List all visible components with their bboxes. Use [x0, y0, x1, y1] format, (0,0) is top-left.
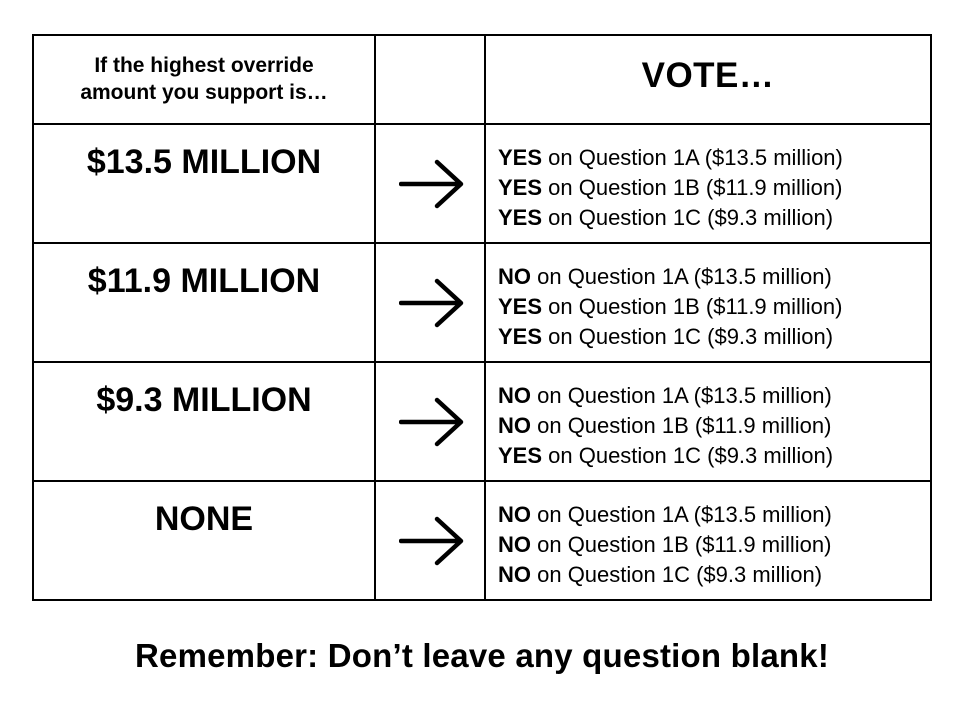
vote-question: on Question 1A ($13.5 million) — [531, 383, 832, 408]
header-amount-line-1: If the highest override — [94, 54, 314, 77]
arrow-cell — [375, 362, 485, 481]
arrow-right-icon — [399, 515, 465, 567]
vote-choice: NO — [498, 532, 531, 557]
vote-question: on Question 1B ($11.9 million) — [531, 413, 832, 438]
amount-cell — [33, 481, 375, 600]
vote-choice: YES — [498, 205, 543, 230]
vote-choice: YES — [498, 324, 543, 349]
header-vote-label: VOTE… — [641, 56, 775, 95]
header-amount-label — [34, 36, 374, 106]
vote-question: on Question 1A ($13.5 million) — [531, 502, 832, 527]
vote-choice: NO — [498, 413, 531, 438]
vote-line — [498, 322, 930, 352]
votes-list — [486, 363, 930, 471]
vote-question: on Question 1A ($13.5 million) — [542, 145, 843, 170]
header-amount-cell — [33, 35, 375, 124]
amount-label: $11.9 MILLION — [87, 262, 321, 300]
vote-choice: YES — [498, 175, 543, 200]
votes-list — [486, 125, 930, 233]
vote-choice: NO — [498, 562, 531, 587]
header-amount-line-2: amount you support is… — [80, 81, 328, 104]
amount-cell — [33, 362, 375, 481]
vote-choice: YES — [498, 145, 543, 170]
amount-label: NONE — [154, 500, 254, 538]
vote-line — [498, 500, 930, 530]
votes-list — [486, 482, 930, 590]
amount-label: $9.3 MILLION — [96, 381, 312, 419]
arrow-cell — [375, 243, 485, 362]
vote-line — [498, 411, 930, 441]
arrow-right-icon — [399, 396, 465, 448]
vote-choice: NO — [498, 264, 531, 289]
header-row — [33, 35, 931, 124]
table-row — [33, 124, 931, 243]
vote-line — [498, 381, 930, 411]
amount-cell — [33, 243, 375, 362]
votes-cell — [485, 124, 931, 243]
table-row — [33, 243, 931, 362]
vote-line — [498, 203, 930, 233]
vote-choice: NO — [498, 383, 531, 408]
vote-choice: YES — [498, 443, 543, 468]
amount-cell — [33, 124, 375, 243]
header-arrow-cell — [375, 35, 485, 124]
vote-line — [498, 292, 930, 322]
vote-question: on Question 1C ($9.3 million) — [542, 443, 834, 468]
votes-cell — [485, 481, 931, 600]
arrow-right-icon — [399, 277, 465, 329]
vote-line — [498, 262, 930, 292]
vote-question: on Question 1A ($13.5 million) — [531, 264, 832, 289]
vote-question: on Question 1B ($11.9 million) — [531, 532, 832, 557]
vote-question: on Question 1B ($11.9 million) — [542, 294, 843, 319]
vote-choice: YES — [498, 294, 543, 319]
vote-question: on Question 1B ($11.9 million) — [542, 175, 843, 200]
voting-guide-table — [32, 34, 932, 601]
votes-cell — [485, 243, 931, 362]
vote-question: on Question 1C ($9.3 million) — [542, 205, 834, 230]
table-row — [33, 362, 931, 481]
arrow-right-icon — [399, 158, 465, 210]
table-row — [33, 481, 931, 600]
arrow-cell — [375, 481, 485, 600]
vote-question: on Question 1C ($9.3 million) — [531, 562, 823, 587]
vote-question: on Question 1C ($9.3 million) — [542, 324, 834, 349]
vote-line — [498, 441, 930, 471]
amount-label: $13.5 MILLION — [86, 143, 322, 181]
votes-list — [486, 244, 930, 352]
vote-choice: NO — [498, 502, 531, 527]
vote-line — [498, 560, 930, 590]
vote-line — [498, 143, 930, 173]
reminder-text: Remember: Don’t leave any question blank! — [134, 637, 830, 674]
header-vote-cell — [485, 35, 931, 124]
vote-line — [498, 530, 930, 560]
arrow-cell — [375, 124, 485, 243]
votes-cell — [485, 362, 931, 481]
vote-line — [498, 173, 930, 203]
